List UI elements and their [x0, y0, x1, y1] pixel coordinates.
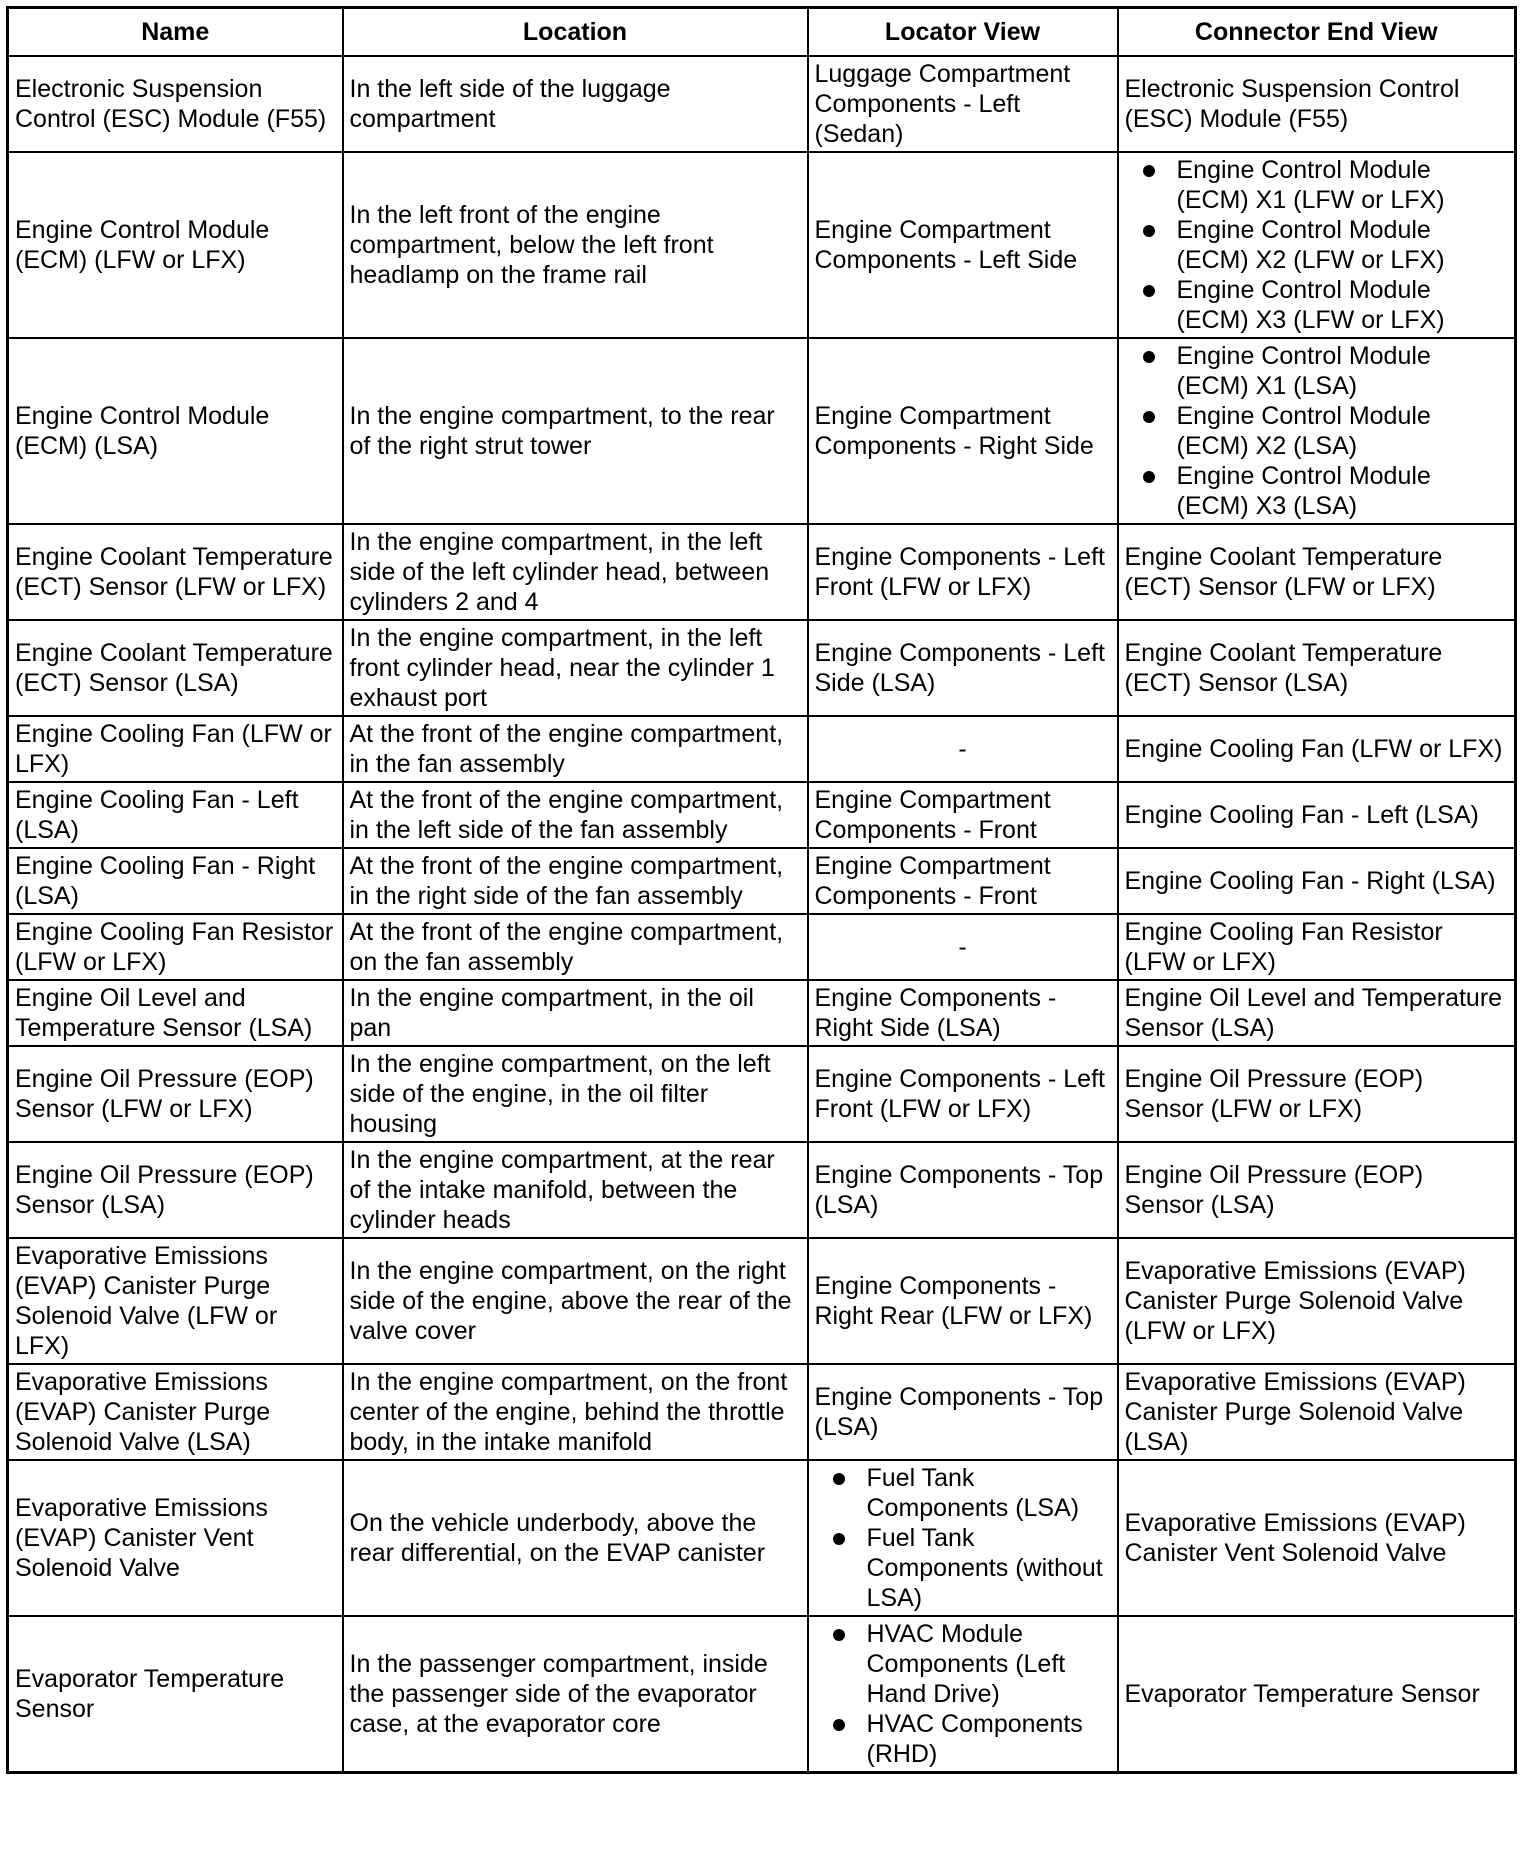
cell-location: In the left side of the luggage compartment: [343, 56, 808, 152]
cell-location: In the engine compartment, on the right side of the engine, above the rear of the valve cover: [343, 1238, 808, 1364]
bullet-item: Fuel Tank Components (LSA): [815, 1463, 1111, 1523]
cell-locator-view: Luggage Compartment Components - Left (Sedan): [808, 56, 1118, 152]
bullet-item: HVAC Module Components (Left Hand Drive): [815, 1619, 1111, 1709]
header-connector-end-view: Connector End View: [1118, 8, 1516, 57]
cell-locator-view: Engine Components - Right Rear (LFW or LFX): [808, 1238, 1118, 1364]
cell-location: In the passenger compartment, inside the passenger side of the evaporator case, at the evaporator core: [343, 1616, 808, 1773]
table-row: [8, 620, 1516, 716]
cell-name: Evaporative Emissions (EVAP) Canister Purge Solenoid Valve (LFW or LFX): [8, 1238, 343, 1364]
cell-location: In the engine compartment, at the rear of the intake manifold, between the cylinder heads: [343, 1142, 808, 1238]
bullet-item: Engine Control Module (ECM) X3 (LSA): [1125, 461, 1509, 521]
table-row: [8, 1238, 1516, 1364]
component-locator-table: [6, 6, 1517, 1774]
cell-locator-view: [808, 1460, 1118, 1616]
cell-locator-view: Engine Compartment Components - Front: [808, 848, 1118, 914]
cell-location: At the front of the engine compartment, on the fan assembly: [343, 914, 808, 980]
cell-connector-end-view: Engine Oil Pressure (EOP) Sensor (LSA): [1118, 1142, 1516, 1238]
cell-connector-end-view: Engine Cooling Fan - Right (LSA): [1118, 848, 1516, 914]
cell-name: Evaporative Emissions (EVAP) Canister Purge Solenoid Valve (LSA): [8, 1364, 343, 1460]
cell-locator-view: -: [808, 716, 1118, 782]
cell-location: In the engine compartment, in the left side of the left cylinder head, between cylinders 2 and 4: [343, 524, 808, 620]
cell-name: Engine Oil Level and Temperature Sensor (LSA): [8, 980, 343, 1046]
cell-name: Engine Coolant Temperature (ECT) Sensor (LFW or LFX): [8, 524, 343, 620]
cell-locator-view: Engine Components - Left Front (LFW or LFX): [808, 1046, 1118, 1142]
cell-connector-end-view: Engine Coolant Temperature (ECT) Sensor (LSA): [1118, 620, 1516, 716]
cell-name: Evaporative Emissions (EVAP) Canister Vent Solenoid Valve: [8, 1460, 343, 1616]
bullet-list: [1125, 155, 1509, 335]
cell-locator-view: Engine Components - Left Side (LSA): [808, 620, 1118, 716]
bullet-item: Fuel Tank Components (without LSA): [815, 1523, 1111, 1613]
cell-name: Evaporator Temperature Sensor: [8, 1616, 343, 1773]
cell-locator-view: Engine Compartment Components - Front: [808, 782, 1118, 848]
cell-connector-end-view: Engine Cooling Fan (LFW or LFX): [1118, 716, 1516, 782]
table-row: [8, 980, 1516, 1046]
cell-name: Engine Control Module (ECM) (LFW or LFX): [8, 152, 343, 338]
cell-connector-end-view: Engine Coolant Temperature (ECT) Sensor (LFW or LFX): [1118, 524, 1516, 620]
cell-connector-end-view: Engine Cooling Fan - Left (LSA): [1118, 782, 1516, 848]
table-row: [8, 1616, 1516, 1773]
table-row: [8, 338, 1516, 524]
cell-locator-view: Engine Components - Right Side (LSA): [808, 980, 1118, 1046]
table-row: [8, 1364, 1516, 1460]
cell-connector-end-view: [1118, 338, 1516, 524]
bullet-item: HVAC Components (RHD): [815, 1709, 1111, 1769]
cell-locator-view: Engine Compartment Components - Right Side: [808, 338, 1118, 524]
header-name: Name: [8, 8, 343, 57]
table-row: [8, 524, 1516, 620]
table-body: [8, 56, 1516, 1773]
cell-name: Engine Coolant Temperature (ECT) Sensor (LSA): [8, 620, 343, 716]
cell-location: In the engine compartment, in the oil pan: [343, 980, 808, 1046]
bullet-item: Engine Control Module (ECM) X2 (LFW or LFX): [1125, 215, 1509, 275]
cell-location: In the engine compartment, on the left side of the engine, in the oil filter housing: [343, 1046, 808, 1142]
bullet-list: [815, 1463, 1111, 1613]
cell-location: At the front of the engine compartment, in the right side of the fan assembly: [343, 848, 808, 914]
table-row: [8, 848, 1516, 914]
table-row: [8, 1142, 1516, 1238]
cell-name: Engine Oil Pressure (EOP) Sensor (LFW or LFX): [8, 1046, 343, 1142]
cell-connector-end-view: Electronic Suspension Control (ESC) Module (F55): [1118, 56, 1516, 152]
header-locator-view: Locator View: [808, 8, 1118, 57]
cell-name: Engine Cooling Fan - Right (LSA): [8, 848, 343, 914]
bullet-item: Engine Control Module (ECM) X1 (LSA): [1125, 341, 1509, 401]
cell-locator-view: Engine Components - Top (LSA): [808, 1142, 1118, 1238]
cell-name: Engine Control Module (ECM) (LSA): [8, 338, 343, 524]
bullet-item: Engine Control Module (ECM) X2 (LSA): [1125, 401, 1509, 461]
cell-name: Electronic Suspension Control (ESC) Module (F55): [8, 56, 343, 152]
cell-name: Engine Cooling Fan - Left (LSA): [8, 782, 343, 848]
table-row: [8, 782, 1516, 848]
cell-location: On the vehicle underbody, above the rear differential, on the EVAP canister: [343, 1460, 808, 1616]
cell-name: Engine Oil Pressure (EOP) Sensor (LSA): [8, 1142, 343, 1238]
cell-connector-end-view: Evaporator Temperature Sensor: [1118, 1616, 1516, 1773]
bullet-list: [815, 1619, 1111, 1769]
table-row: [8, 152, 1516, 338]
table-row: [8, 1460, 1516, 1616]
cell-location: At the front of the engine compartment, in the fan assembly: [343, 716, 808, 782]
cell-connector-end-view: [1118, 152, 1516, 338]
cell-connector-end-view: Evaporative Emissions (EVAP) Canister Purge Solenoid Valve (LFW or LFX): [1118, 1238, 1516, 1364]
bullet-list: [1125, 341, 1509, 521]
table-row: [8, 716, 1516, 782]
component-locator-table-wrapper: [6, 6, 1514, 1774]
cell-locator-view: -: [808, 914, 1118, 980]
cell-locator-view: Engine Components - Left Front (LFW or LFX): [808, 524, 1118, 620]
header-location: Location: [343, 8, 808, 57]
cell-location: In the left front of the engine compartment, below the left front headlamp on the frame rail: [343, 152, 808, 338]
header-row: [8, 8, 1516, 57]
cell-connector-end-view: Evaporative Emissions (EVAP) Canister Purge Solenoid Valve (LSA): [1118, 1364, 1516, 1460]
cell-connector-end-view: Evaporative Emissions (EVAP) Canister Vent Solenoid Valve: [1118, 1460, 1516, 1616]
cell-connector-end-view: Engine Oil Pressure (EOP) Sensor (LFW or LFX): [1118, 1046, 1516, 1142]
cell-locator-view: [808, 1616, 1118, 1773]
cell-locator-view: Engine Components - Top (LSA): [808, 1364, 1118, 1460]
cell-connector-end-view: Engine Cooling Fan Resistor (LFW or LFX): [1118, 914, 1516, 980]
table-row: [8, 56, 1516, 152]
cell-location: In the engine compartment, on the front center of the engine, behind the throttle body, in the intake manifold: [343, 1364, 808, 1460]
bullet-item: Engine Control Module (ECM) X3 (LFW or LFX): [1125, 275, 1509, 335]
cell-name: Engine Cooling Fan (LFW or LFX): [8, 716, 343, 782]
table-row: [8, 914, 1516, 980]
cell-location: At the front of the engine compartment, in the left side of the fan assembly: [343, 782, 808, 848]
cell-name: Engine Cooling Fan Resistor (LFW or LFX): [8, 914, 343, 980]
cell-locator-view: Engine Compartment Components - Left Side: [808, 152, 1118, 338]
bullet-item: Engine Control Module (ECM) X1 (LFW or LFX): [1125, 155, 1509, 215]
cell-location: In the engine compartment, in the left front cylinder head, near the cylinder 1 exhaust port: [343, 620, 808, 716]
cell-connector-end-view: Engine Oil Level and Temperature Sensor (LSA): [1118, 980, 1516, 1046]
table-row: [8, 1046, 1516, 1142]
cell-location: In the engine compartment, to the rear of the right strut tower: [343, 338, 808, 524]
